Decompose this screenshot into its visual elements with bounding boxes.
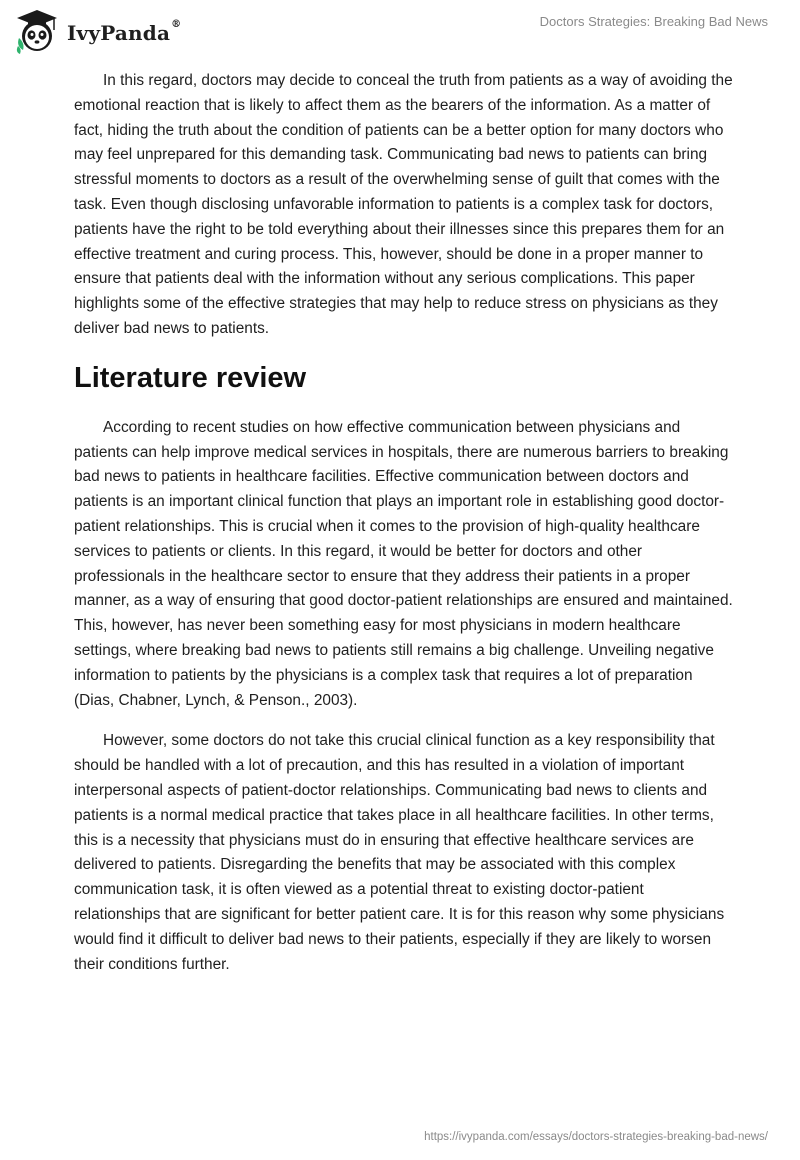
brand-name: IvyPanda®	[67, 19, 182, 45]
page-header	[0, 0, 800, 70]
document-title: Doctors Strategies: Breaking Bad News	[539, 14, 768, 29]
paragraph-literature-2: However, some doctors do not take this crucial clinical function as a key responsibility that should be handled with a lot of precaution, and this has resulted in a violation of important interpersonal aspects of patient-doctor relationships. Communicating bad news to clients and patients is a normal medical practice that takes place in all healthcare facilities. In other terms, this is a necessity that physicians must do in ensuring that effective healthcare services are delivered to patients. Disregarding the benefits that may be associated with this complex communication task, it is often viewed as a potential threat to existing doctor-patient relationships that are significant for better patient care. It is for this reason why some physicians would find it difficult to deliver bad news to their patients, especially if they are likely to worsen their conditions further.	[74, 732, 725, 973]
footer-url-link[interactable]: https://ivypanda.com/essays/doctors-strategies-breaking-bad-news/	[424, 1131, 768, 1143]
paragraph-literature-1: According to recent studies on how effective communication between physicians and patients can help improve medical services in hospitals, there are numerous barriers to breaking bad news to patients in healthcare facilities. Effective communication between doctors and patients is an important clinical function that plays an important role in establishing good doctor-patient relationships. This is crucial when it comes to the provision of high-quality healthcare services to patients or clients. In this regard, it would be better for doctors and other professionals in the healthcare sector to ensure that they address their patients in a proper manner, as a way of ensuring that good doctor-patient relationships are ensured and maintained. This, however, has never been something easy for most physicians in modern healthcare settings, where breaking bad news to patients still remains a big challenge. Unveiling negative information to patients by the physicians is a complex task that requires a lot of preparation (Dias, Chabner, Lynch, & Penson., 2003).	[74, 418, 733, 709]
panda-graduate-logo-icon	[14, 8, 60, 54]
ivypanda-logo[interactable]	[14, 8, 181, 54]
essay-content	[74, 69, 734, 993]
paragraph-intro: In this regard, doctors may decide to conceal the truth from patients as a way of avoiding the emotional reaction that is likely to affect them as the bearers of the information. As a matter of fact, hiding the truth about the condition of patients can be a better option for many doctors who may feel unprepared for this demanding task. Communicating bad news to patients can bring stressful moments to doctors as a result of the overwhelming sense of guilt that comes with the task. Even though disclosing unfavorable information to patients is a complex task for doctors, patients have the right to be told everything about their illnesses since this prepares them for an effective treatment and curing process. This, however, should be done in a proper manner to ensure that patients deal with the information without any serious complications. This paper highlights some of the effective strategies that may help to reduce stress on physicians as they deliver bad news to patients.	[74, 72, 733, 337]
section-heading-literature-review: Literature review	[74, 361, 307, 394]
registered-mark: ®	[171, 19, 182, 30]
